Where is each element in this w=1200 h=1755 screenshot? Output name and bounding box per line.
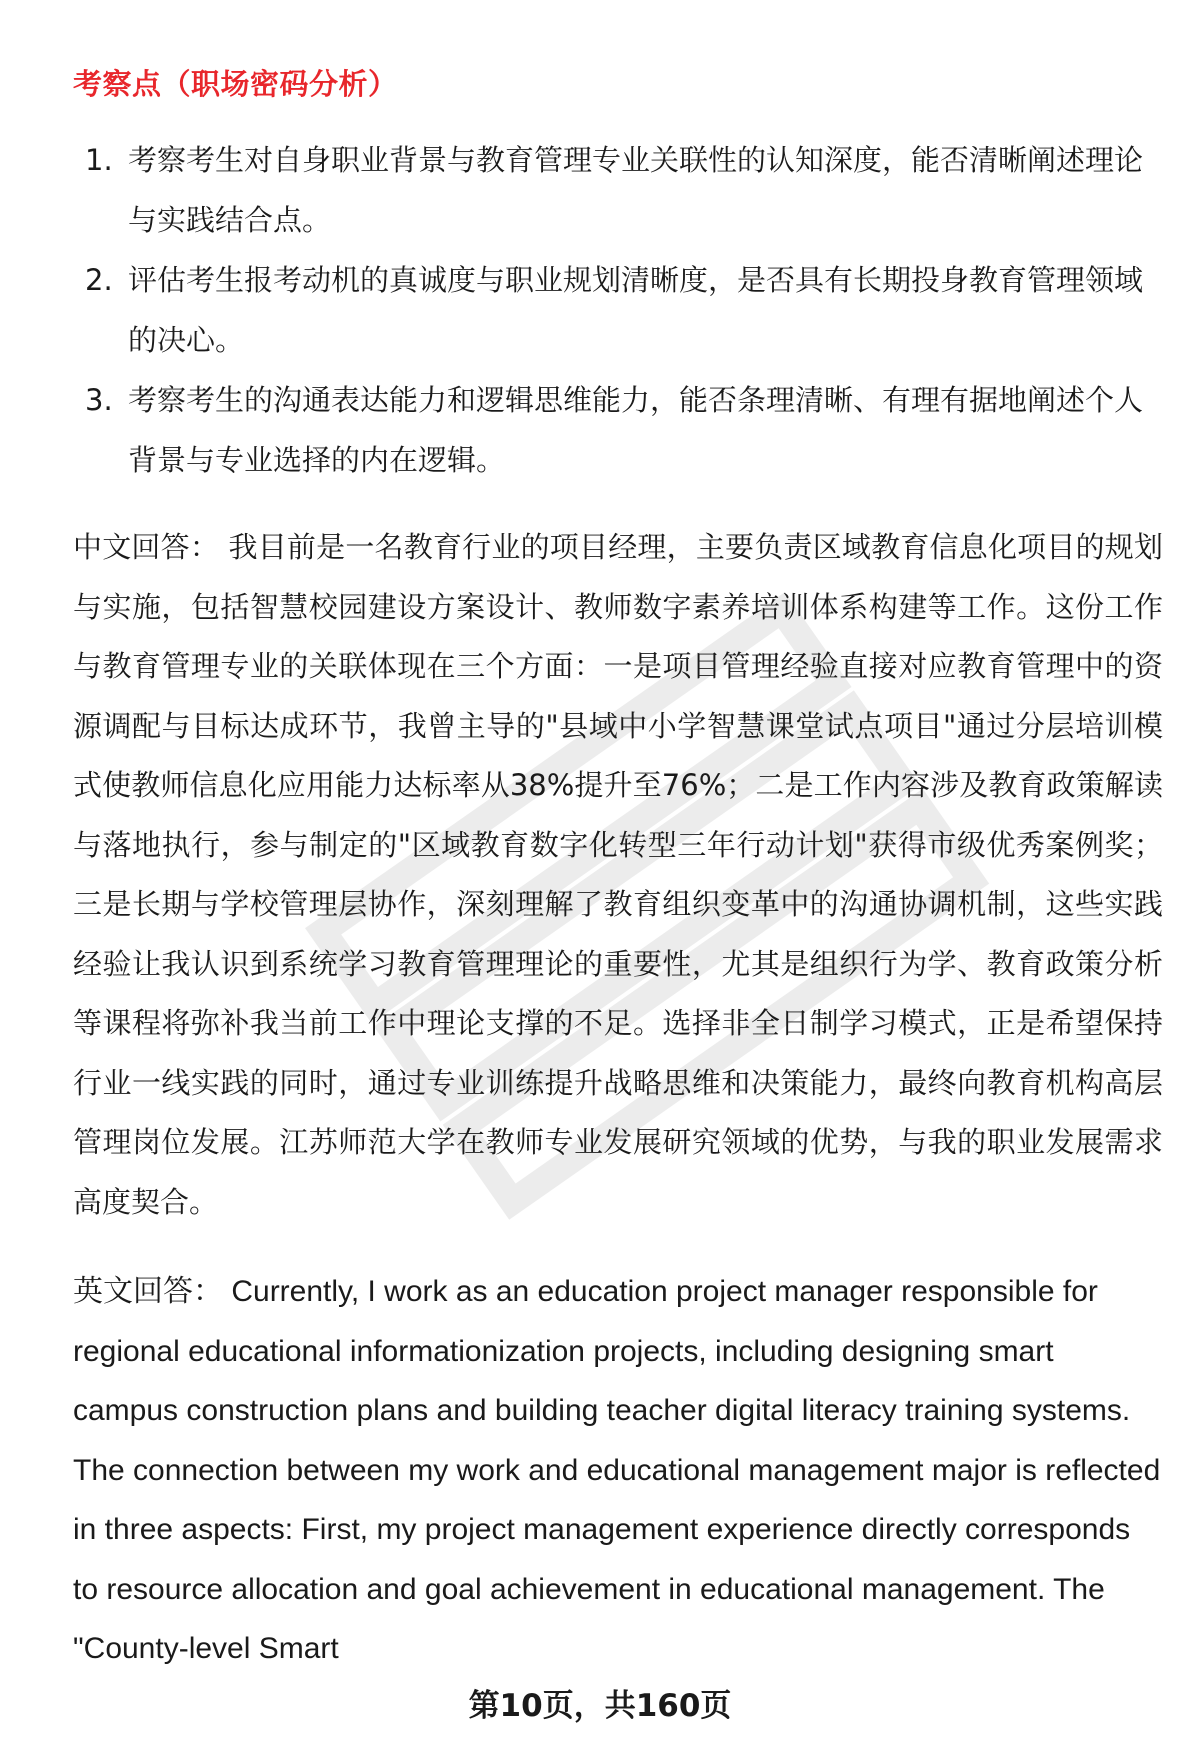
list-item — [73, 370, 1148, 490]
list-item-text: 评估考生报考动机的真诚度与职业规划清晰度，是否具有长期投身教育管理领域的决心。 — [128, 263, 1144, 357]
english-answer-paragraph — [73, 1262, 1163, 1679]
page-number-footer: 第10页，共160页 — [468, 1688, 732, 1724]
list-item — [73, 250, 1148, 370]
list-item-number: 1. — [85, 143, 113, 177]
list-item-number: 2. — [85, 263, 113, 297]
list-item-text: 考察考生对自身职业背景与教育管理专业关联性的认知深度，能否清晰阐述理论与实践结合点。 — [128, 143, 1144, 237]
chinese-answer-text: 我目前是一名教育行业的项目经理，主要负责区域教育信息化项目的规划与实施，包括智慧校园建设方案设计、教师数字素养培训体系构建等工作。这份工作与教育管理专业的关联体现在三个方面：一是项目管理经验直接对应教育管理中的资源调配与目标达成环节，我曾主导的"县域中小学智慧课堂试点项目"通过分层培训模式使教师信息化应用能力达标率从38%提升至76%；二是工作内容涉及教育政策解读与落地执行，参与制定的"区域教育数字化转型三年行动计划"获得市级优秀案例奖；三是长期与学校管理层协作，深刻理解了教育组织变革中的沟通协调机制，这些实践经验让我认识到系统学习教育管理理论的重要性，尤其是组织行为学、教育政策分析等课程将弥补我当前工作中理论支撑的不足。选择非全日制学习模式，正是希望保持行业一线实践的同时，通过专业训练提升战略思维和决策能力，最终向教育机构高层管理岗位发展。江苏师范大学在教师专业发展研究领域的优势，与我的职业发展需求高度契合。 — [73, 530, 1163, 1219]
chinese-answer-paragraph — [73, 518, 1163, 1232]
assessment-points-list — [73, 130, 1148, 490]
list-item-text: 考察考生的沟通表达能力和逻辑思维能力，能否条理清晰、有理有据地阐述个人背景与专业选择的内在逻辑。 — [128, 383, 1144, 477]
list-item — [73, 130, 1148, 250]
list-item-number: 3. — [85, 383, 113, 417]
chinese-answer-label: 中文回答： — [73, 530, 220, 564]
section-title: 考察点（职场密码分析） — [73, 67, 398, 101]
english-answer-label: 英文回答： — [73, 1275, 223, 1308]
english-answer-text: Currently, I work as an education project manager responsible for regional educational informationization projects, including designing smart campus construction plans and building teacher digital literacy training systems. The connection between my work and educational management major is reflected in three aspects: First, my project management experience directly corresponds to resource allocation and goal achievement in educational management. The "County-level Smart — [73, 1275, 1161, 1665]
